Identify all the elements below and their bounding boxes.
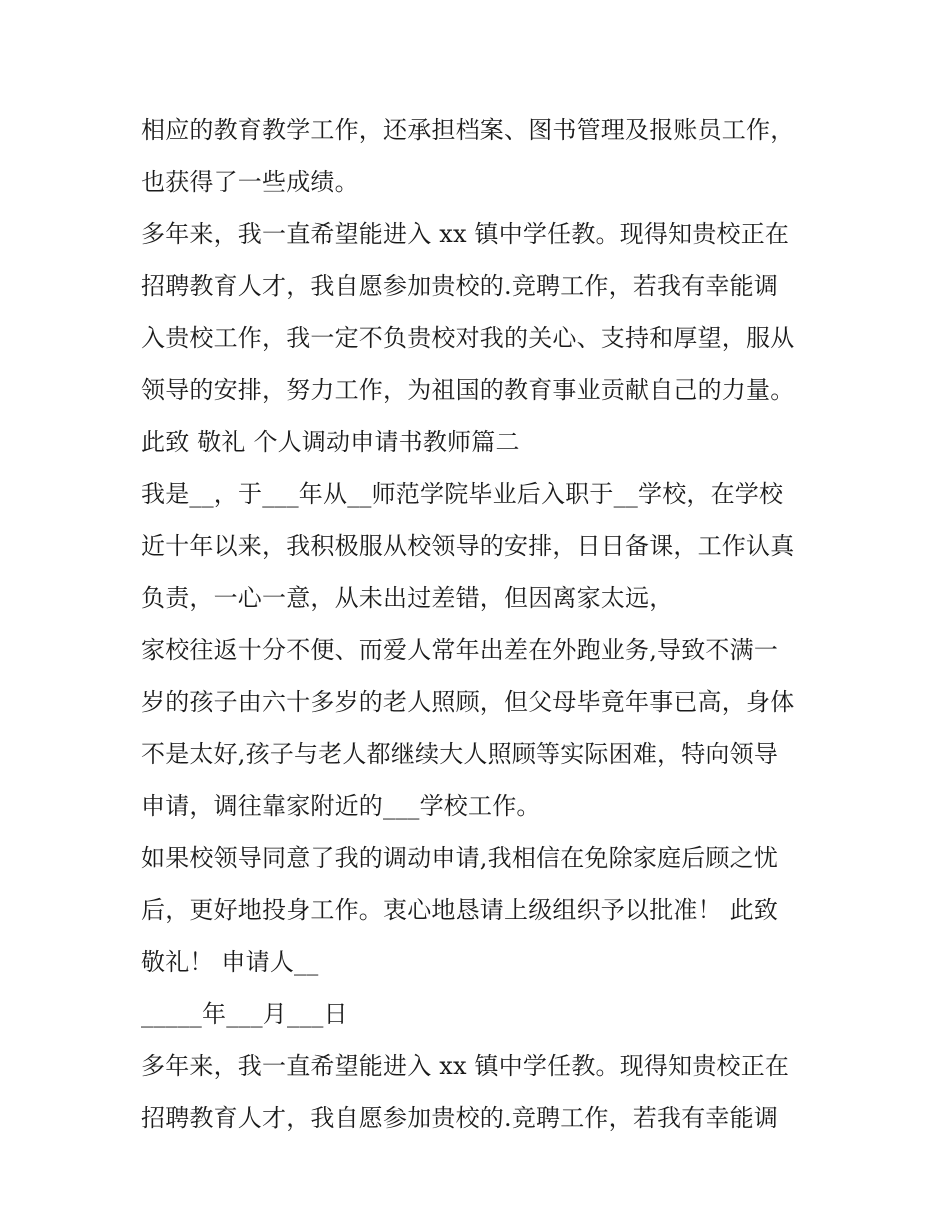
text-line: 家校往返十分不便、而爱人常年出差在外跑业务,导致不满一 — [141, 636, 779, 664]
text-line: 申请，调往靠家附近的___学校工作。 — [141, 792, 541, 820]
date-line: _____年___月___日 — [141, 1000, 348, 1028]
text-line: 负责，一心一意，从未出过差错，但因离家太远， — [141, 584, 674, 612]
text-line: 岁的孩子由六十多岁的老人照顾，但父母毕竟年事已高，身体 — [141, 688, 795, 716]
text-line: 入贵校工作，我一定不负贵校对我的关心、支持和厚望，服从 — [141, 324, 795, 352]
text-line: 如果校领导同意了我的调动申请,我相信在免除家庭后顾之忧 — [141, 844, 779, 872]
text-line: 也获得了一些成绩。 — [141, 168, 359, 196]
text-line: 近十年以来，我积极服从校领导的安排，日日备课，工作认真 — [141, 532, 795, 560]
text-line: 相应的教育教学工作，还承担档案、图书管理及报账员工作， — [141, 116, 795, 144]
signature-line: 敬礼！ 申请人__ — [141, 948, 319, 976]
document-body — [141, 104, 821, 1144]
text-line: 领导的安排，努力工作，为祖国的教育事业贡献自己的力量。 — [141, 376, 795, 404]
text-line: 多年来，我一直希望能进入 xx 镇中学任教。现得知贵校正在 — [141, 220, 790, 248]
text-line: 不是太好,孩子与老人都继续大人照顾等实际困难，特向领导 — [141, 740, 779, 768]
section-heading: 此致 敬礼 个人调动申请书教师篇二 — [141, 428, 520, 456]
text-line: 后，更好地投身工作。衷心地恳请上级组织予以批准！ 此致 — [141, 896, 779, 924]
text-line: 招聘教育人才，我自愿参加贵校的.竞聘工作，若我有幸能调 — [141, 272, 779, 300]
text-line: 我是__，于___年从__师范学院毕业后入职于__学校，在学校 — [141, 480, 784, 508]
text-line: 招聘教育人才，我自愿参加贵校的.竞聘工作，若我有幸能调 — [141, 1104, 779, 1132]
text-line: 多年来，我一直希望能进入 xx 镇中学任教。现得知贵校正在 — [141, 1052, 790, 1080]
